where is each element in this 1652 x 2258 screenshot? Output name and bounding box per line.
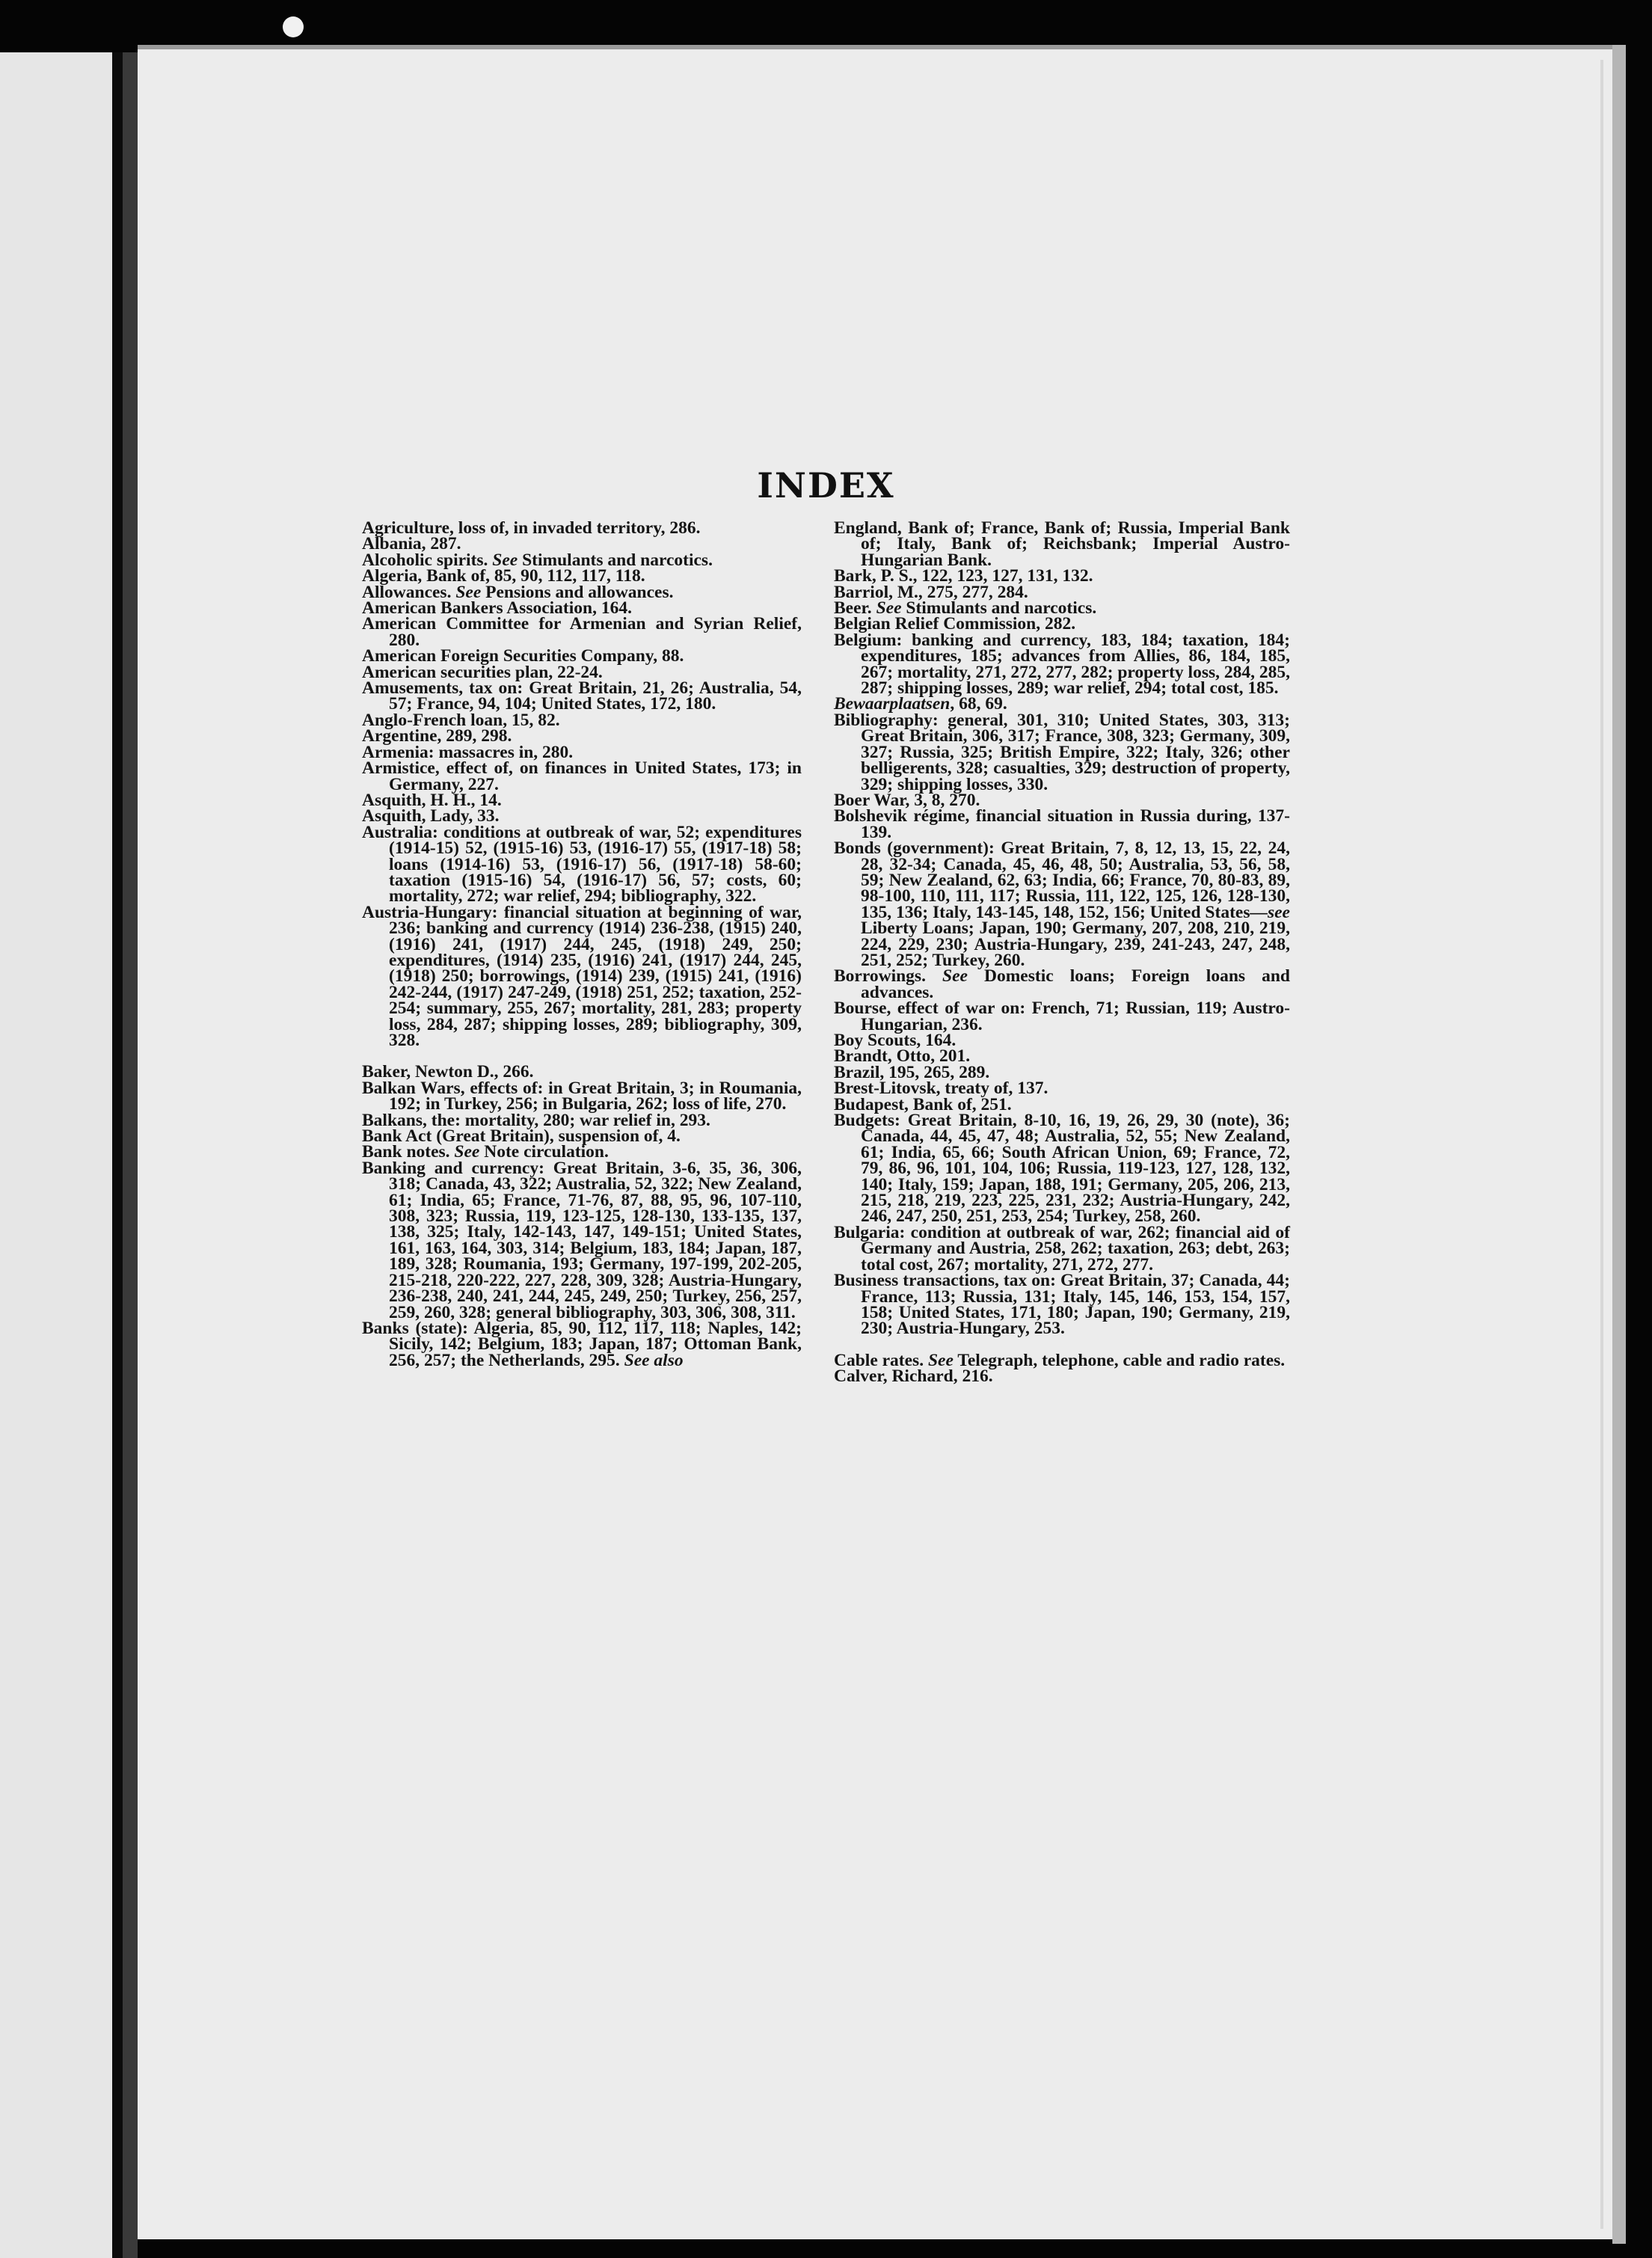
index-column-right — [834, 518, 1291, 1387]
page-title: INDEX — [757, 465, 895, 506]
index-entry: Alcoholic spirits. See Stimulants and narcotics. — [362, 550, 713, 570]
index-entry: Borrowings. See Domestic loans; Foreign loans and advances. — [834, 966, 1291, 1002]
index-entry: Bark, P. S., 122, 123, 127, 131, 132. — [834, 566, 1093, 586]
index-entry: Budapest, Bank of, 251. — [834, 1094, 1012, 1114]
index-entry: Asquith, Lady, 33. — [362, 806, 500, 826]
index-entry: Boer War, 3, 8, 270. — [834, 790, 980, 810]
index-entry: Balkan Wars, effects of: in Great Britain, 3; in Roumania, 192; in Turkey, 256; in Bulgaria, 262; loss of life, 270. — [362, 1078, 802, 1114]
index-entry: Bank notes. See Note circulation. — [362, 1142, 609, 1162]
index-entry: Algeria, Bank of, 85, 90, 112, 117, 118. — [362, 566, 645, 586]
index-entry: Armistice, effect of, on finances in United States, 173; in Germany, 227. — [362, 758, 802, 794]
index-entry: Brest-Litovsk, treaty of, 137. — [834, 1079, 1048, 1099]
index-entry: Brandt, Otto, 201. — [834, 1046, 971, 1067]
index-entry: Anglo-French loan, 15, 82. — [362, 710, 560, 730]
index-entry: Australia: conditions at outbreak of war, 52; expenditures (1914-15) 52, (1915-16) 53, (1916-17) 55, (1917-18) 58; loans (1914-16) 53, (1916-17) 56, (1917-18) 58-60; taxation (1915-16) 54, (1916-17) 56, 57; costs, 60; mortality, 272; war relief, 294; bibliography, 322. — [362, 822, 802, 906]
index-entry: Bulgaria: condition at outbreak of war, 262; financial aid of Germany and Austria, 258, 262; taxation, 263; debt, 263; total cost, 267; mortality, 271, 272, 277. — [834, 1222, 1290, 1274]
index-entry: Bank Act (Great Britain), suspension of, 4. — [362, 1126, 681, 1147]
binding-gutter — [112, 52, 123, 2258]
index-entry: Austria-Hungary: financial situation at beginning of war, 236; banking and currency (1914) 236-238, (1915) 240, (1916) 241, (1917) 244, 245, (1918) 249, 250; expenditures, (1914) 235, (1916) 241, (1917) 244, 245, (1918) 250; borrowings, (1914) 239, (1915) 241, (1916) 242-244, (1917) 247-249, (1918) 251, 252; taxation, 252-254; summary, 255, 267; mortality, 281, 283; property loss, 284, 287; shipping losses, 289; bibliography, 309, 328. — [362, 902, 802, 1050]
index-entry: Business transactions, tax on: Great Britain, 37; Canada, 44; France, 113; Russia, 131; Italy, 145, 146, 153, 154, 157, 158; United States, 171, 180; Japan, 190; Germany, 219, 230; Austria-Hungary, 253. — [834, 1271, 1290, 1339]
index-entry: Agriculture, loss of, in invaded territory, 286. — [362, 518, 701, 538]
index-entry: England, Bank of; France, Bank of; Russia, Imperial Bank of; Italy, Bank of; Reichsbank; Imperial Austro-Hungarian Bank. — [834, 518, 1290, 570]
index-entry: Barriol, M., 275, 277, 284. — [834, 582, 1028, 602]
index-entry: Brazil, 195, 265, 289. — [834, 1062, 990, 1082]
page-edge-line — [1600, 60, 1603, 2229]
index-entry: Cable rates. See Telegraph, telephone, cable and radio rates. — [834, 1350, 1286, 1370]
index-entry: Banks (state): Algeria, 85, 90, 112, 117, 118; Naples, 142; Sicily, 142; Belgium, 183; Japan, 187; Ottoman Bank, 256, 257; the Netherlands, 295. See also — [362, 1318, 802, 1370]
binding-shadow — [123, 52, 138, 2258]
index-entry: Budgets: Great Britain, 8-10, 16, 19, 26, 29, 30 (note), 36; Canada, 44, 45, 47, 48; Australia, 52, 55; New Zealand, 61; India, 65, 66; South African Union, 69; France, 72, 79, 86, 96, 101, 104, 106; Russia, 119-123, 127, 128, 132, 140; Italy, 159; Japan, 188, 191; Germany, 205, 206, 213, 215, 218, 219, 223, 225, 231, 232; Austria-Hungary, 242, 246, 247, 250, 251, 253, 254; Turkey, 258, 260. — [834, 1111, 1290, 1227]
index-entry: Bourse, effect of war on: French, 71; Russian, 119; Austro-Hungarian, 236. — [834, 998, 1290, 1034]
index-entry: Boy Scouts, 164. — [834, 1031, 956, 1050]
index-entry: Asquith, H. H., 14. — [362, 790, 502, 810]
index-entry: Banking and currency: Great Britain, 3-6, 35, 36, 306, 318; Canada, 43, 322; Australia, 52, 322; New Zealand, 61; India, 65; France, 71-76, 87, 88, 95, 96, 107-110, 308, 323; Russia, 119, 123-125, 128-130, 133-135, 137, 138, 325; Italy, 142-143, 147, 149-151; United States, 161, 163, 164, 303, 314; Belgium, 183, 184; Japan, 187, 189, 328; Roumania, 193; Germany, 197-199, 202-205, 215-218, 220-222, 227, 228, 309, 328; Austria-Hungary, 236-238, 240, 241, 244, 245, 249, 250; Turkey, 256, 257, 259, 260, 328; general bibliography, 303, 306, 308, 311. — [362, 1158, 802, 1322]
index-entry: Argentine, 289, 298. — [362, 726, 512, 746]
index-entry: Bolshevik régime, financial situation in Russia during, 137-139. — [834, 806, 1290, 842]
index-entry: American Foreign Securities Company, 88. — [362, 646, 684, 666]
index-entry: Albania, 287. — [362, 534, 461, 554]
page-right-edge — [1612, 45, 1626, 2244]
index-entry: Baker, Newton D., 266. — [362, 1062, 534, 1082]
index-entry: American Bankers Association, 164. — [362, 598, 632, 619]
index-entry: Bonds (government): Great Britain, 7, 8, 12, 13, 15, 22, 24, 28, 32-34; Canada, 45, 46, 48, 50; Australia, 53, 56, 58, 59; New Zealand, 62, 63; India, 66; France, 70, 80-83, 89, 98-100, 110, 111, 117; Russia, 111, 122, 125, 126, 128-130, 135, 136; Italy, 143-145, 148, 152, 156; United States—see Liberty Loans; Japan, 190; Germany, 207, 208, 210, 219, 224, 229, 230; Austria-Hungary, 239, 241-243, 247, 248, 251, 252; Turkey, 260. — [834, 838, 1290, 970]
index-entry: Amusements, tax on: Great Britain, 21, 26; Australia, 54, 57; France, 94, 104; United States, 172, 180. — [362, 678, 802, 714]
index-column-left — [362, 518, 802, 1370]
index-entry: Armenia: massacres in, 280. — [362, 742, 574, 762]
index-entry: Balkans, the: mortality, 280; war relief in, 293. — [362, 1110, 710, 1130]
index-entry: Calver, Richard, 216. — [834, 1366, 993, 1387]
index-entry: Bewaarplaatsen, 68, 69. — [834, 694, 1007, 714]
index-entry: Allowances. See Pensions and allowances. — [362, 582, 674, 602]
index-entry: Beer. See Stimulants and narcotics. — [834, 598, 1097, 619]
index-entry: American securities plan, 22-24. — [362, 662, 603, 682]
index-entry: Bibliography: general, 301, 310; United States, 303, 313; Great Britain, 306, 317; France, 308, 323; Germany, 309, 327; Russia, 325; British Empire, 322; Italy, 326; other belligerents, 328; casualties, 329; destruction of property, 329; shipping losses, 330. — [834, 710, 1290, 794]
index-entry: Belgian Relief Commission, 282. — [834, 614, 1076, 634]
facing-page-edge — [0, 52, 120, 2258]
index-entry: Belgium: banking and currency, 183, 184; taxation, 184; expenditures, 185; advances from Allies, 86, 184, 185, 267; mortality, 271, 272, 277, 282; property loss, 284, 285, 287; shipping losses, 289; war relief, 294; total cost, 185. — [834, 630, 1290, 699]
index-entry: American Committee for Armenian and Syrian Relief, 280. — [362, 614, 802, 650]
punch-hole — [283, 16, 304, 37]
